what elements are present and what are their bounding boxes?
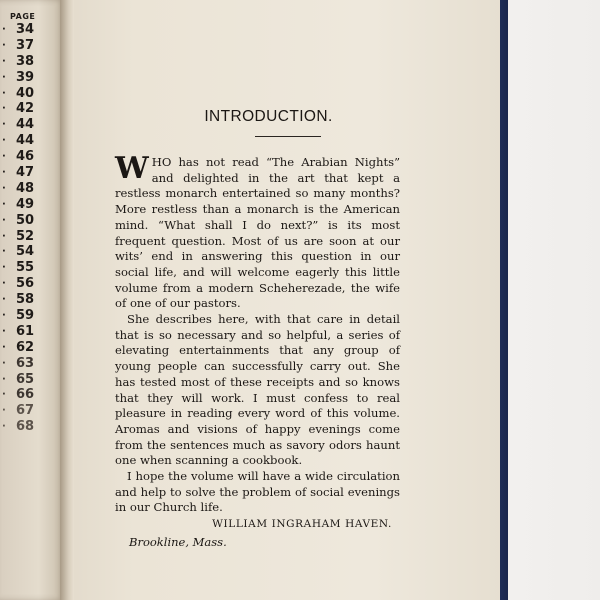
leader-dot: ·	[2, 182, 6, 194]
page-number: 38	[16, 53, 35, 69]
leader-dot: ·	[2, 103, 6, 115]
page-number-row	[2, 372, 58, 388]
page-number-row	[2, 244, 58, 260]
page-number-row	[2, 324, 58, 340]
title-rule	[255, 136, 321, 137]
page-number-row	[2, 181, 58, 197]
place-line: Brookline, Mass.	[129, 535, 227, 550]
leader-dot: ·	[2, 357, 6, 369]
author-signature: WILLIAM INGRAHAM HAVEN.	[212, 518, 392, 531]
page-number-row	[2, 101, 58, 117]
page-number-row	[2, 86, 58, 102]
page-number: 68	[16, 419, 35, 435]
leader-dot: ·	[2, 294, 6, 306]
page-number-row	[2, 165, 58, 181]
leader-dot: ·	[2, 24, 6, 35]
leader-dot: ·	[2, 55, 6, 67]
page-number: 49	[16, 196, 35, 212]
page-number-row	[2, 387, 58, 403]
page-number-row	[2, 133, 58, 149]
page-number: 44	[16, 133, 35, 149]
page-number: 42	[16, 101, 35, 117]
page-number-row	[2, 70, 58, 86]
page-number: 40	[16, 85, 35, 101]
page-number: 55	[16, 260, 35, 276]
page-number: 48	[16, 180, 35, 196]
leader-dot: ·	[2, 119, 6, 131]
introduction-section	[115, 108, 400, 549]
page-number: 34	[16, 22, 35, 37]
page-number: 47	[16, 165, 35, 181]
leader-dot: ·	[2, 246, 6, 258]
index-page-numbers	[2, 12, 58, 435]
page-number-row	[2, 292, 58, 308]
leader-dot: ·	[2, 310, 6, 322]
leader-dot: ·	[2, 135, 6, 147]
leader-dot: ·	[2, 151, 6, 163]
page-number: 66	[16, 387, 35, 403]
paragraph-2: She describes here, with that care in detail that is so necessary and so helpful, a series of elevating entertainments that any group of young people can successfully carry out. She has tested most of these receipts and so knows that they will work. I must confess to real pleasure in reading every word of this volume. Aromas and visions of happy evenings come from the sentences much as savory odors haunt one when scanning a cookbook.	[115, 312, 400, 468]
book-gutter	[60, 0, 74, 600]
paragraph-3: I hope the volume will have a wide circulation and help to solve the problem of social evenings in our Church life.	[115, 469, 400, 515]
leader-dot: ·	[2, 87, 6, 99]
leader-dot: ·	[2, 421, 6, 433]
leader-dot: ·	[2, 278, 6, 290]
leader-dot: ·	[2, 167, 6, 179]
page-number-list	[2, 22, 58, 435]
page-number-row	[2, 308, 58, 324]
page-number-row	[2, 54, 58, 70]
page-column-heading: PAGE	[10, 12, 36, 21]
page-number: 56	[16, 276, 35, 292]
page-number: 62	[16, 339, 35, 355]
leader-dot: ·	[2, 389, 6, 401]
drop-cap: W	[115, 151, 149, 186]
page-number: 54	[16, 244, 35, 260]
leader-dot: ·	[2, 214, 6, 226]
leader-dot: ·	[2, 341, 6, 353]
page-number: 37	[16, 37, 35, 53]
page-number-row	[2, 260, 58, 276]
leader-dot: ·	[2, 230, 6, 242]
leader-dot: ·	[2, 39, 6, 51]
page-number: 39	[16, 69, 35, 85]
introduction-title: INTRODUCTION.	[204, 108, 333, 125]
leader-dot: ·	[2, 71, 6, 83]
page-number: 50	[16, 212, 35, 228]
page-number: 67	[16, 403, 35, 419]
page-number: 63	[16, 355, 35, 371]
leader-dot: ·	[2, 262, 6, 274]
page-number-row	[2, 419, 58, 435]
page-number: 65	[16, 371, 35, 387]
page-number-row	[2, 340, 58, 356]
leader-dot: ·	[2, 405, 6, 417]
page-number: 46	[16, 149, 35, 165]
page-number-row	[2, 38, 58, 54]
page-number-row	[2, 403, 58, 419]
page-number: 44	[16, 117, 35, 133]
page-number: 52	[16, 228, 35, 244]
page-number-row	[2, 213, 58, 229]
leader-dot: ·	[2, 373, 6, 385]
page-number: 59	[16, 308, 35, 324]
paragraph-1	[115, 151, 400, 312]
paragraph-1-text: HO has not read “The Arabian Nights” and delighted in the art that kept a restless monarch entertained so many months? More restless than a monarch is the American mind. “What shall I do next?” is its most frequent question. Most of us are soon at our wits’ end in answering this question in our social life, and will welcome eagerly this little volume from a modern Scheherezade, the wife of one of our pastors.	[115, 155, 400, 311]
page-number-row	[2, 276, 58, 292]
page-number-row	[2, 229, 58, 245]
page-number-row	[2, 22, 58, 38]
page-number: 61	[16, 323, 35, 339]
page-number-row	[2, 149, 58, 165]
leader-dot: ·	[2, 198, 6, 210]
page-number: 58	[16, 292, 35, 308]
page-number-row	[2, 356, 58, 372]
leader-dot: ·	[2, 325, 6, 337]
page-number-row	[2, 197, 58, 213]
page-number-row	[2, 117, 58, 133]
